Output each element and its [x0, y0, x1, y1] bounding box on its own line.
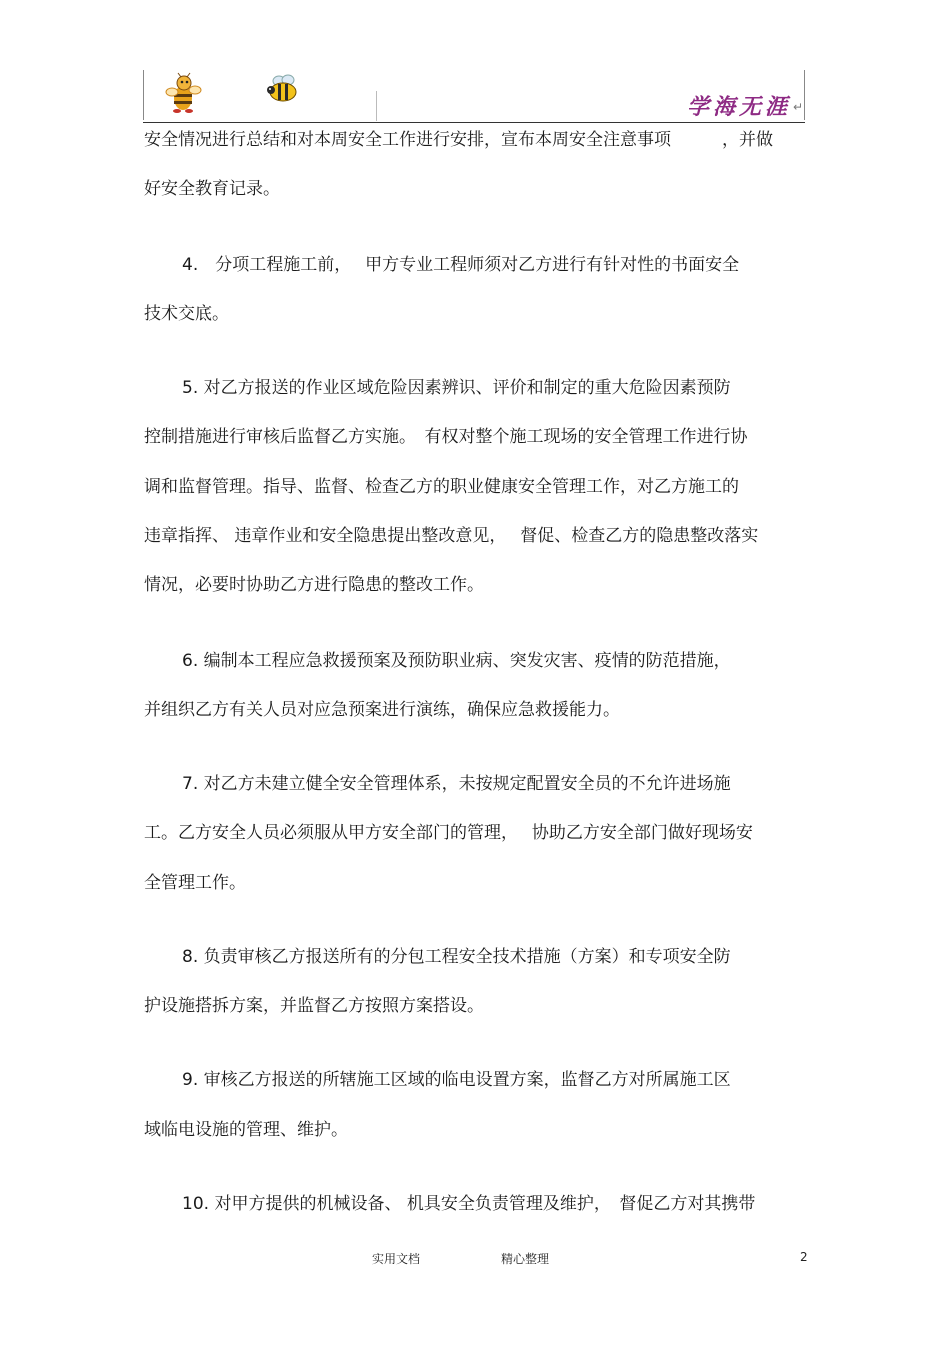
- text-line: 并组织乙方有关人员对应急预案进行演练，确保应急救援能力。: [144, 700, 620, 720]
- text-line: 工。乙方安全人员必须服从甲方安全部门的管理， 协助乙方安全部门做好现场安: [144, 823, 753, 843]
- text-line: 10. 对甲方提供的机械设备、 机具安全负责管理及维护， 督促乙方对其携带: [182, 1194, 756, 1214]
- bee-mascot-icon: [163, 72, 207, 116]
- page-header: [143, 70, 805, 123]
- text-line: 8. 负责审核乙方报送所有的分包工程安全技术措施（方案）和专项安全防: [182, 947, 731, 967]
- text-line: 5. 对乙方报送的作业区域危险因素辨识、评价和制定的重大危险因素预防: [182, 378, 731, 398]
- text-line: 技术交底。: [144, 304, 229, 324]
- footer-middle-text: 精心整理: [501, 1252, 550, 1266]
- text-line: 情况，必要时协助乙方进行隐患的整改工作。: [144, 575, 484, 595]
- bee-icon: [263, 72, 303, 106]
- text-line: 全管理工作。: [144, 873, 246, 893]
- header-motto: 学海无涯: [686, 94, 791, 120]
- text-line: 6. 编制本工程应急救援预案及预防职业病、突发灾害、疫情的防范措施，: [182, 651, 731, 671]
- text-line: 护设施搭拆方案，并监督乙方按照方案搭设。: [144, 996, 484, 1016]
- text-line: 域临电设施的管理、维护。: [144, 1120, 348, 1140]
- paragraph-mark-icon: ↵: [792, 100, 803, 114]
- header-left-rule: [143, 70, 144, 120]
- text-line: 7. 对乙方未建立健全安全管理体系，未按规定配置安全员的不允许进场施: [182, 774, 731, 794]
- text-line: 4. 分项工程施工前， 甲方专业工程师须对乙方进行有针对性的书面安全: [182, 255, 740, 275]
- text-line: 安全情况进行总结和对本周安全工作进行安排，宣布本周安全注意事项 ，并做: [144, 130, 773, 150]
- text-line: 好安全教育记录。: [144, 179, 280, 199]
- text-line: 违章指挥、 违章作业和安全隐患提出整改意见， 督促、检查乙方的隐患整改落实: [144, 526, 759, 546]
- text-line: 调和监督管理。指导、监督、检查乙方的职业健康安全管理工作，对乙方施工的: [144, 477, 739, 497]
- header-mid-rule: [376, 91, 377, 121]
- header-right-rule: [804, 70, 805, 120]
- footer-left-text: 实用文档: [372, 1252, 421, 1266]
- page-number: 2: [800, 1250, 808, 1264]
- text-line: 9. 审核乙方报送的所辖施工区域的临电设置方案，监督乙方对所属施工区: [182, 1070, 731, 1090]
- text-line: 控制措施进行审核后监督乙方实施。 有权对整个施工现场的安全管理工作进行协: [144, 427, 748, 447]
